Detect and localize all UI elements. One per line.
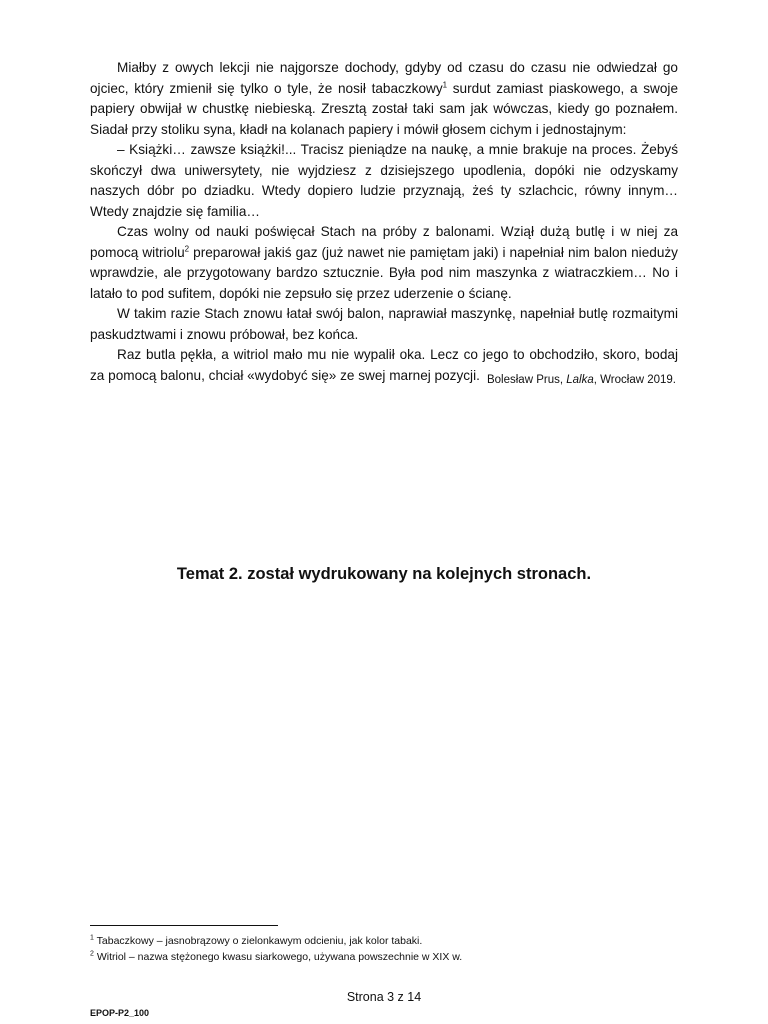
footnote-divider (90, 925, 278, 926)
footnote-text: Tabaczkowy – jasnobrązowy o zielonkawym odcieniu, jak kolor tabaki. (93, 935, 423, 947)
footnote-number: 2 (90, 950, 94, 958)
paragraph-text: Miałby z owych lekcji nie najgorsze dochody, gdyby od czasu do czasu nie odwiedzał go ojciec, który zmienił się tylko o tyle, że nosił tabaczkowy (90, 60, 678, 96)
citation-author: Bolesław Prus, (486, 374, 567, 386)
paragraph-text: Czas wolny od nauki poświęcał Stach na próby z balonami. Wziął dużą butlę i w niej za pomocą witriolu (90, 224, 678, 260)
paragraph-text: W takim razie Stach znowu łatał swój balon, naprawiał maszynkę, napełniał butlę rozmaitymi paskudztwami i znowu próbował, bez końca. (90, 306, 678, 342)
paragraph-text: Raz butla pękła, a witriol mało mu nie wypalił oka. Lecz co jego to obchodziło, skoro, bodaj za pomocą balonu, chciał «wydobyć się» ze swej marnej pozycji. (90, 347, 678, 383)
paragraph-text: surdut zamiast piaskowego, a swoje papiery obwijał w chustkę niebieską. Zresztą został taki sam jak wówczas, kiedy go poznałem. Siadał przy stoliku syna, kładł na kolanach papiery i mówił głosem cichym i jednostajnym: (90, 80, 679, 137)
document-code: EPOP-P2_100 (90, 1008, 150, 1018)
footnote-text: Witriol – nazwa stężonego kwasu siarkowego, używana powszechnie w XIX w. (93, 951, 463, 963)
footnotes (90, 933, 462, 965)
excerpt-paragraph-3 (90, 222, 678, 304)
footnote-1 (90, 933, 462, 949)
source-citation (487, 374, 676, 386)
citation-title: Lalka (566, 374, 594, 386)
footnote-marker-2: 2 (184, 243, 190, 253)
citation-publication: , Wrocław 2019. (593, 374, 676, 386)
literary-excerpt (90, 58, 678, 386)
page-number: Strona 3 z 14 (346, 990, 422, 1004)
excerpt-paragraph-1 (90, 58, 678, 140)
footnote-2 (90, 949, 462, 965)
excerpt-paragraph-4 (90, 304, 678, 345)
footnote-marker-1: 1 (442, 79, 448, 89)
paragraph-text: – Książki… zawsze książki!... Tracisz pieniądze na naukę, a mnie brakuje na proces. Żebyś skończył dwa uniwersytety, nie wyjdziesz z dzisiejszego upodlenia, dopóki nie odzyskamy naszych dóbr po dziadku. Wtedy dopiero ludzie przyznają, żeś ty szlachcic, równy innym… Wtedy znajdzie się familia… (90, 142, 678, 219)
paragraph-text: preparował jakiś gaz (już nawet nie pamiętam jaki) i napełniał nim balon nieduży wprawdzie, ale przygotowany bardzo sztucznie. Była pod nim maszynka z wiatraczkiem… No i latało to pod sufitem, dopóki nie zepsuło się przez uderzenie o ścianę. (90, 244, 678, 301)
footnote-number: 1 (90, 934, 94, 942)
excerpt-paragraph-2 (90, 140, 678, 222)
topic-heading: Temat 2. został wydrukowany na kolejnych stronach. (176, 565, 592, 583)
